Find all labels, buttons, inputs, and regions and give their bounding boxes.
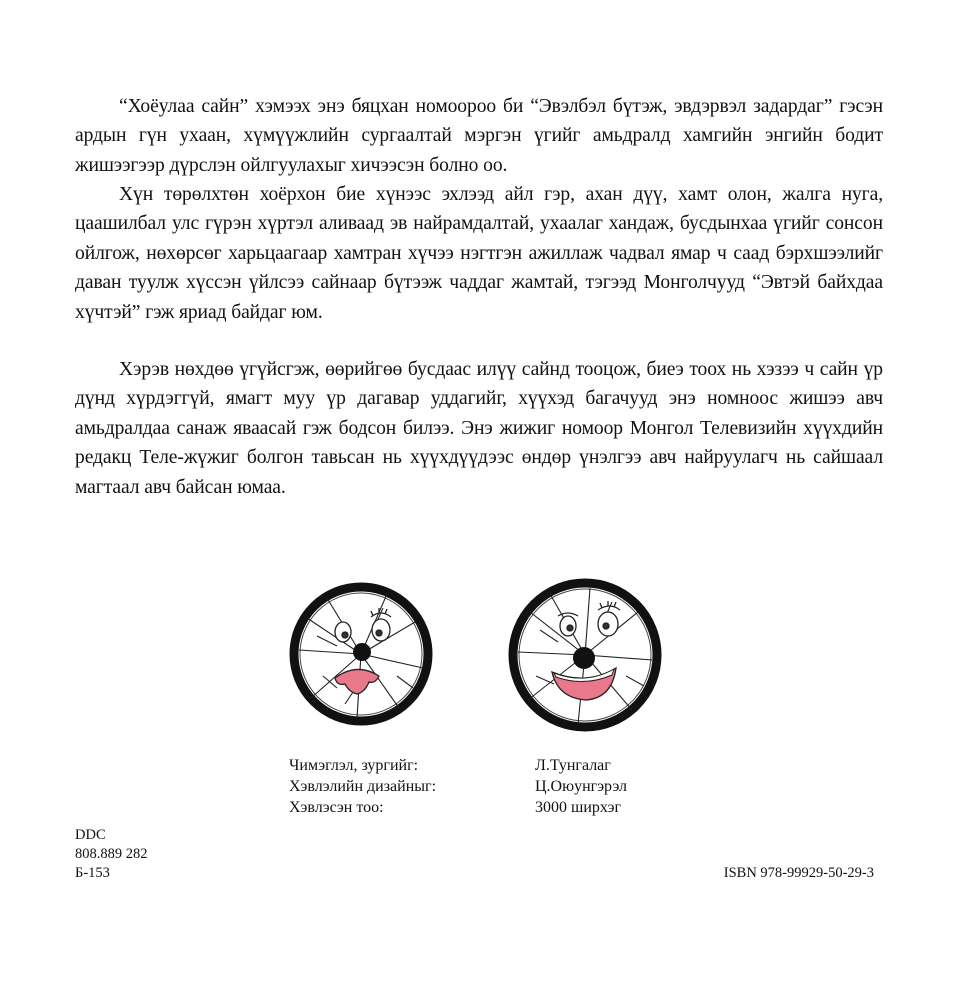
credit-row-print-run (289, 797, 627, 818)
credit-value: Л.Тунгалаг (535, 757, 611, 774)
wheel-hub (573, 647, 595, 669)
isbn: ISBN 978-99929-50-29-3 (723, 865, 874, 881)
credits-block (289, 755, 627, 818)
credit-label: Хэвлэлийн дизайныг: (289, 778, 437, 795)
credit-label: Чимэглэл, зургийг: (289, 757, 419, 774)
credit-label: Хэвлэсэн тоо: (289, 799, 384, 816)
intro-paragraph-3: Хэрэв нөхдөө үгүйсгэж, өөрийгөө бусдаас илүү сайнд тооцож, биеэ тоох нь хэзээ ч сайн үр дүнд хүрдэггүй, ямагт муу үр дагавар уддагийг, хүүхэд багачууд энэ номноос жишээ авч амьдралдаа санаж яваасай гэж бодсон билээ. Энэ жижиг номоор Монгол Телевизийн хүүхдийн редакц Теле-жүжиг болгон тавьсан нь хүүхдүүдээс өндөр үнэлгээ авч найруулагч нь сайшаал магтаал авч байсан юмаа. (75, 359, 883, 498)
wheel-hub (353, 643, 371, 661)
intro-paragraph-2: Хүн төрөлхтөн хоёрхон бие хүнээс эхлээд айл гэр, ахан дүү, хамт олон, жалга нуга, цаашилбал улс гүрэн хүртэл аливаад эв найрамдалтай, ухаалаг хандаж, бусдынхаа үгийг сонсон ойлгож, нөхөрсөг харьцаагаар хамтран хүчээ нэгтгэн ажиллаж чадвал ямар ч саад бэрхшээлийг даван туулж хүссэн үйлсээ сайнаар бүтээж чаддаг жамтай, тэгээд Монголчууд “Эвтэй байхдаа хүчтэй” гэж яриад байдаг юм. (75, 184, 883, 323)
ddc-number: 808.889 282 (75, 846, 148, 862)
intro-paragraph-1: “Хоёулаа сайн” хэмээх энэ бяцхан номоороо би “Эвэлбэл бүтэж, эвдэрвэл задардаг” гэсэн ардын гүн ухаан, хүмүүжлийн сургаалтай мэргэн үгийг амьдралд хамгийн энгийн бодит жишээгээр дүрслэн ойлгуулахыг хичээсэн болно оо. (75, 96, 883, 176)
classification-block (75, 826, 148, 883)
catalog-code: Б-153 (75, 865, 110, 881)
credit-value: Ц.Оюунгэрэл (535, 778, 628, 795)
credit-value: 3000 ширхэг (535, 799, 622, 816)
credit-row-illustration (289, 755, 627, 776)
credit-row-design (289, 776, 627, 797)
sad-wheel-illustration (287, 580, 435, 728)
happy-wheel-illustration (506, 576, 664, 734)
ddc-label: DDC (75, 827, 106, 843)
